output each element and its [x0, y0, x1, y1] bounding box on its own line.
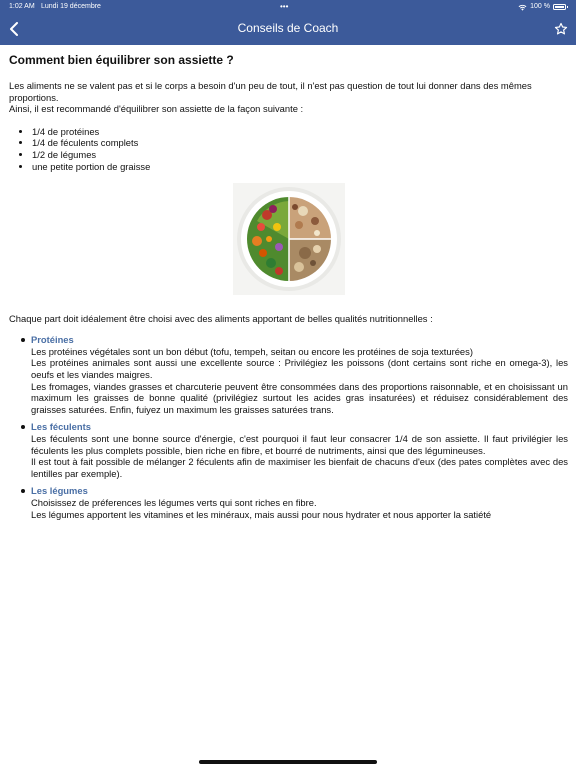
battery-icon [553, 4, 566, 10]
section-vegetables [21, 485, 568, 520]
portion-list [22, 126, 568, 173]
article-content [9, 52, 568, 526]
status-time: 1:02 AM [9, 3, 35, 10]
section-line: Les féculents sont une bonne source d'énergie, c'est pourquoi il faut leur consacrer 1/4 de son assiette. Il faut privilégier les féculents les plus complets possible, bien riche en fibre, et bourré de nutriments, ainsi que des légumineuses. [31, 432, 568, 456]
multitasking-dots[interactable]: ••• [280, 2, 289, 11]
section-line: Les légumes apportent les vitamines et les minéraux, mais aussi pour nous hydrater et nous apporter la satiété [31, 508, 492, 520]
battery-percent: 100 % [530, 3, 550, 10]
page-title: Conseils de Coach [237, 21, 339, 35]
section-title-vegetables: Les légumes [31, 485, 88, 497]
nutrition-sections [21, 334, 568, 520]
portion-item: • 1/4 de protéines [32, 126, 568, 138]
status-indicators [518, 0, 566, 14]
section-title-proteins: Protéines [31, 334, 74, 346]
section-starches [21, 421, 568, 479]
status-bar [0, 0, 576, 14]
favorite-button[interactable] [552, 19, 570, 39]
section-line: Les protéines végétales sont un bon début (tofu, tempeh, seitan ou encore les protéines de soja texturées) [31, 345, 473, 357]
home-indicator[interactable] [199, 760, 377, 764]
portion-item: • 1/4 de féculents complets [32, 137, 568, 149]
portion-item: • 1/2 de légumes [32, 149, 568, 161]
status-date: Lundi 19 décembre [41, 3, 101, 10]
section-line: Choisissez de préferences les légumes verts qui sont riches en fibre. [31, 496, 317, 508]
section-line: Les protéines animales sont aussi une excellente source : Privilégiez les poissons (dont certains sont riche en omega-3), les oeufs et les viandes maigres. [31, 357, 568, 380]
star-outline-icon [554, 22, 568, 36]
balanced-plate-image [233, 183, 345, 295]
plate-image-container [9, 183, 568, 303]
article-title: Comment bien équilibrer son assiette ? [9, 53, 234, 67]
section-title-starches: Les féculents [31, 421, 91, 433]
section-proteins [21, 334, 568, 415]
portion-item: • une petite portion de graisse [32, 161, 568, 173]
navigation-header [0, 0, 576, 45]
intro-paragraph: Les aliments ne se valent pas et si le corps a besoin d'un peu de tout, il n'est pas question de tout lui donner dans des mêmes proportions. [9, 80, 532, 103]
wifi-icon [518, 4, 527, 11]
intro-block [9, 80, 568, 115]
section-line: Il est tout à fait possible de mélanger 2 féculents afin de maximiser les bienfait de chacuns d'eux (des pates complètes avec des lentilles par exemple). [31, 456, 568, 479]
intro-paragraph-2: Ainsi, il est recommandé d'équilibrer son assiette de la façon suivante : [9, 103, 304, 115]
section-line: Les fromages, viandes grasses et charcuterie peuvent être consommées dans des proportions raisonnable, et en choisissant un maximum les graisses de bonne qualité (privilégiez surtout les acides gras insaturées) et réduisez considérablement des graisses saturées. Enfin, fuiyez un maximum les graisses saturées trans. [31, 380, 568, 415]
parts-intro: Chaque part doit idéalement être choisi avec des aliments apportant de belles qualités nutritionnelles : [9, 312, 433, 324]
